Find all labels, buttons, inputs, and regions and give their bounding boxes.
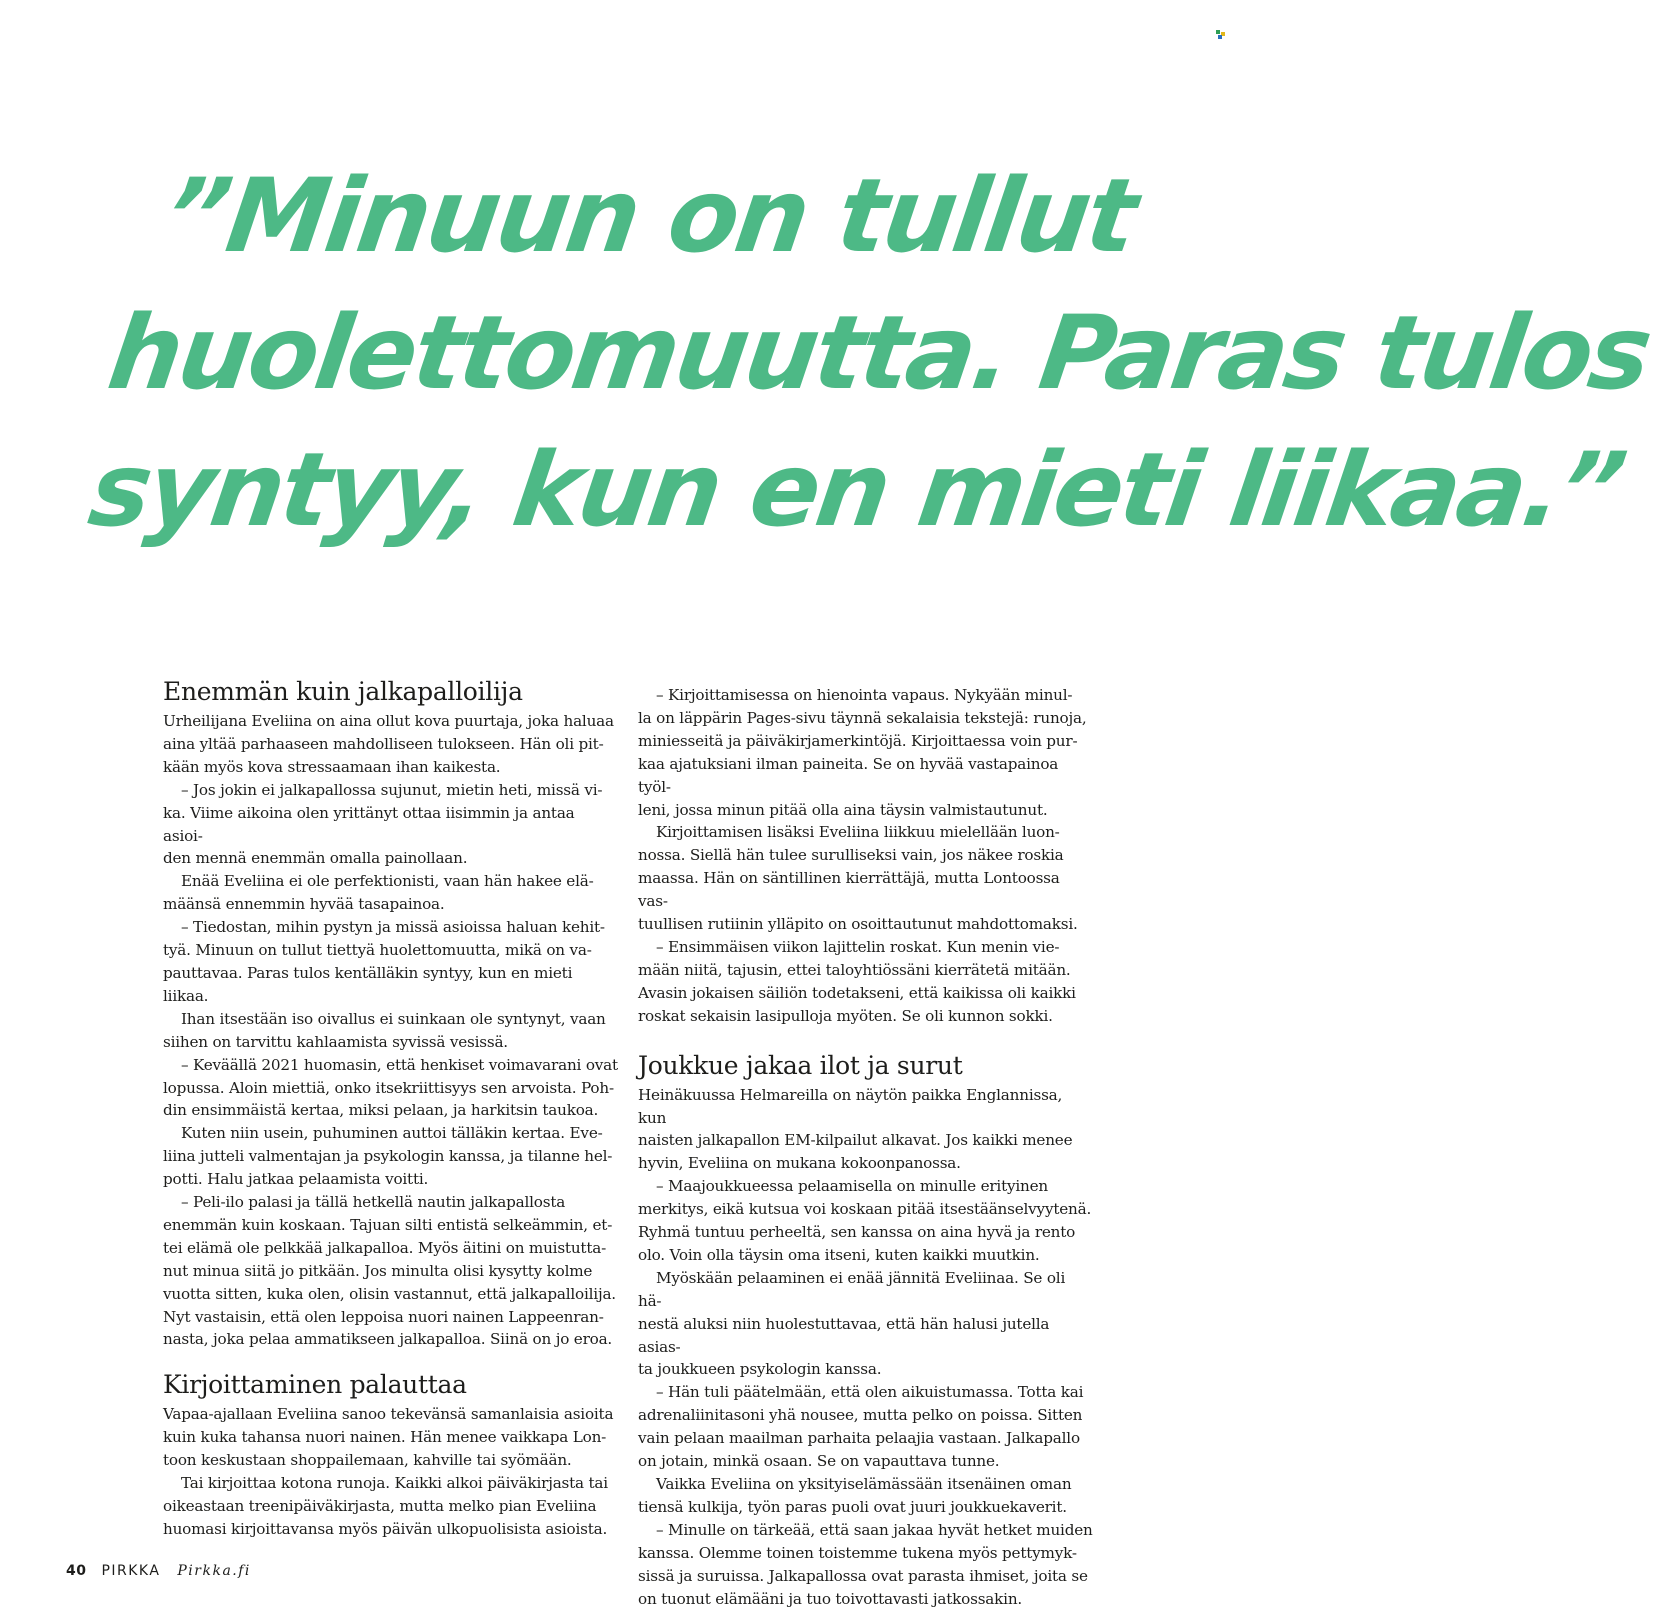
body-paragraph: – Peli-ilo palasi ja tällä hetkellä nautin jalkapallosta enemmän kuin koskaan. Tajuan silti entistä selkeämmin, et- tei elämä ole pelkkää jalkapalloa. Myös äitini on muistutta- nut minua siitä jo pitkään. Jos minulta olisi kysytty kolme vuotta sitten, kuka olen, olisin vastannut, että jalkapalloilija. Nyt vastaisin, että olen leppoisa nuori nainen Lappeenran- nasta, joka pelaa ammatikseen jalkapalloa. Siinä on jo eroa. <box>163 1193 616 1349</box>
body-paragraph: Enää Eveliina ei ole perfektionisti, vaan hän hakee elä- määnsä ennemmin hyvää tasapainoa. <box>163 872 594 914</box>
body-paragraph: – Ensimmäisen viikon lajittelin roskat. Kun menin vie- mään niitä, tajusin, ettei taloyhtiössäni kierrätetä mitään. Avasin jokaisen säiliön todetakseni, että kaikissa oli kaikki roskat sekaisin lasipulloja myöten. Se oli kunnon sokki. <box>638 937 1076 1025</box>
section-heading: Enemmän kuin jalkapalloilija <box>163 677 523 706</box>
body-paragraph: Ihan itsestään iso oivallus ei suinkaan ole syntynyt, vaan siihen on tarvittu kahlaamista syvissä vesissä. <box>163 1009 606 1051</box>
corner-color-mark <box>1216 30 1228 40</box>
body-paragraph: – Hän tuli päätelmään, että olen aikuistumassa. Totta kai adrenaliinitasoni yhä nousee, mutta pelko on poissa. Sitten vain pelaan maailman parhaita pelaajia vastaan. Jalkapallo on jotain, minkä osaan. Se on vapauttava tunne. <box>638 1383 1084 1471</box>
body-paragraph: Vapaa-ajallaan Eveliina sanoo tekevänsä samanlaisia asioita kuin kuka tahansa nuori nainen. Hän menee vaikkapa Lon- toon keskustaan shoppailemaan, kahville tai syömään. <box>163 1405 614 1470</box>
body-paragraph: – Tiedostan, mihin pystyn ja missä asioissa haluan kehit- tyä. Minuun on tullut tiettyä huolettomuutta, mikä on va- pauttavaa. Paras tulos kentälläkin syntyy, kun en mieti liikaa. <box>163 918 605 1005</box>
body-paragraph: Kuten niin usein, puhuminen auttoi tälläkin kertaa. Eve- liina jutteli valmentajan ja psykologin kanssa, ja tilanne hel- potti. Halu jatkaa pelaamista voitti. <box>163 1124 613 1189</box>
section-heading: Kirjoittaminen palauttaa <box>163 1370 467 1400</box>
pull-quote-line: syntyy, kun en mieti liikaa.” <box>82 431 1631 550</box>
body-paragraph: – Jos jokin ei jalkapallossa sujunut, mietin heti, missä vi- ka. Viime aikoina olen yrittänyt ottaa iisimmin ja antaa asioi- den mennä enemmän omalla painollaan. <box>163 780 603 868</box>
page-footer <box>66 1563 251 1579</box>
page-number: 40 <box>66 1563 87 1579</box>
pull-quote-line: ”Minuun on tullut <box>156 157 1142 276</box>
pull-quote <box>81 148 1657 559</box>
body-paragraph: Urheilijana Eveliina on aina ollut kova puurtaja, joka haluaa aina yltää parhaaseen mahdolliseen tulokseen. Hän oli pit- kään myös kova stressaamaan ihan kaikesta. <box>163 712 614 776</box>
color-dot-green <box>1216 30 1220 34</box>
left-column <box>163 676 618 1541</box>
body-paragraph: – Kirjoittamisessa on hienointa vapaus. Nykyään minul- la on läppärin Pages-sivu täynnä sekalaisia tekstejä: runoja, miniesseitä ja päiväkirjamerkintöjä. Kirjoittaessa voin pur- kaa ajatuksiani ilman paineita. Se on hyvää vastapainoa työl- leni, jossa minun pitää olla aina täysin valmistautunut. <box>638 686 1087 819</box>
pull-quote-line: huolettomuutta. Paras tulos <box>101 294 1657 413</box>
right-column <box>638 684 1093 1610</box>
color-dot-blue <box>1218 35 1222 39</box>
body-paragraph: – Minulle on tärkeää, että saan jakaa hyvät hetket muiden kanssa. Olemme toinen toistemme tukena myös pettymyk- sissä ja suruissa. Jalkapallossa ovat parasta ihmiset, joita se on tuonut elämääni ja tuo toivottavasti jatkossakin. <box>638 1520 1093 1608</box>
body-paragraph: – Keväällä 2021 huomasin, että henkiset voimavarani ovat lopussa. Aloin miettiä, onko itsekriittisyys sen arvoista. Poh- din ensimmäistä kertaa, miksi pelaan, ja harkitsin taukoa. <box>163 1055 618 1120</box>
body-paragraph: Vaikka Eveliina on yksityiselämässään itsenäinen oman tiensä kulkija, työn paras puoli ovat juuri joukkuekaverit. <box>638 1475 1072 1516</box>
body-paragraph: Kirjoittamisen lisäksi Eveliina liikkuu mielellään luon- nossa. Siellä hän tulee surulliseksi vain, jos näkee roskia maassa. Hän on säntillinen kierrättäjä, mutta Lontoossa vas- tuullisen rutiinin ylläpito on osoittautunut mahdottomaksi. <box>638 823 1078 934</box>
body-paragraph: Heinäkuussa Helmareilla on näytön paikka Englannissa, kun naisten jalkapallon EM-kilpailut alkavat. Jos kaikki menee hyvin, Eveliina on mukana kokoonpanossa. <box>638 1085 1073 1173</box>
body-paragraph: Tai kirjoittaa kotona runoja. Kaikki alkoi päiväkirjasta tai oikeastaan treenipäiväkirjasta, mutta melko pian Eveliina huomasi kirjoittavansa myös päivän ulkopuolisista asioista. <box>163 1474 608 1538</box>
body-paragraph: Myöskään pelaaminen ei enää jännitä Eveliinaa. Se oli hä- nestä aluksi niin huolestuttavaa, että hän halusi jutella asias- ta joukkueen psykologin kanssa. <box>638 1268 1066 1379</box>
section-heading: Joukkue jakaa ilot ja surut <box>638 1050 963 1080</box>
body-paragraph: – Maajoukkueessa pelaamisella on minulle erityinen merkitys, eikä kutsua voi koskaan pitää itsestäänselvyytenä. Ryhmä tuntuu perheeltä, sen kanssa on aina hyvä ja rento olo. Voin olla täysin oma itseni, kuten kaikki muutkin. <box>638 1177 1092 1264</box>
magazine-name: PIRKKA <box>101 1563 161 1579</box>
website-link[interactable]: Pirkka.fi <box>177 1563 251 1579</box>
